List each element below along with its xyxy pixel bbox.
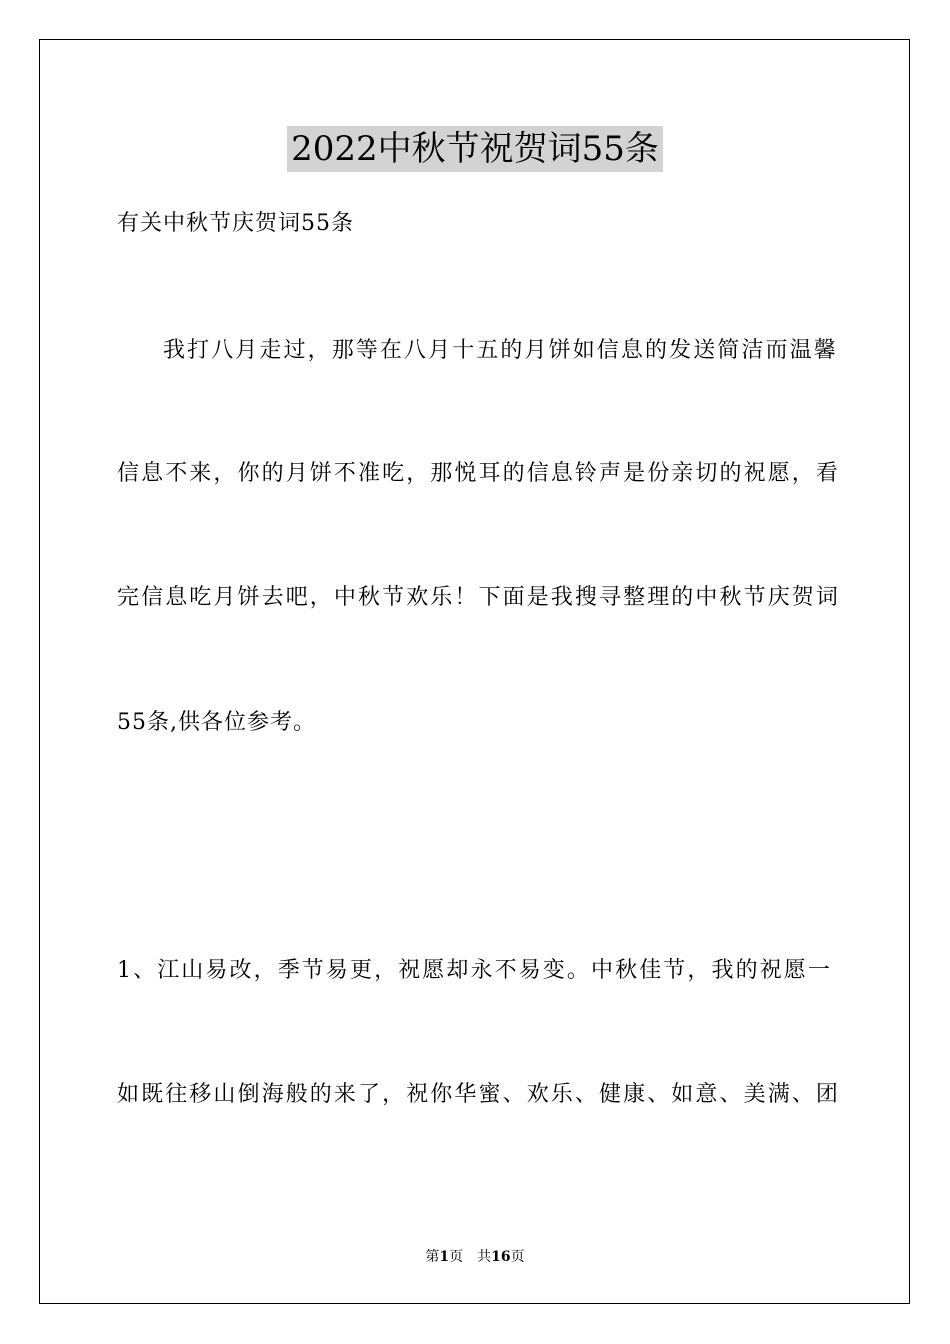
- title-container: [0, 126, 950, 172]
- footer-page-current: 1: [439, 1249, 450, 1265]
- list-item-line-2: 如既往移山倒海般的来了，祝你华蜜、欢乐、健康、如意、美满、团: [117, 1082, 841, 1107]
- footer-page-suffix: 页: [510, 1249, 525, 1265]
- paragraph-line-4: 55条,供各位参考。: [117, 710, 316, 735]
- footer-page-total: 16: [491, 1249, 511, 1265]
- paragraph-line-2: 信息不来，你的月饼不准吃，那悦耳的信息铃声是份亲切的祝愿，看: [117, 461, 841, 486]
- paragraph-line-1: 我打八月走过，那等在八月十五的月饼如信息的发送简洁而温馨: [163, 338, 838, 363]
- list-item-line-1: 1、江山易改，季节易更，祝愿却永不易变。中秋佳节，我的祝愿一: [117, 958, 832, 983]
- document-title: 2022中秋节祝贺词55条: [287, 126, 663, 172]
- footer-page-prefix: 第: [425, 1249, 440, 1265]
- document-subtitle: 有关中秋节庆贺词55条: [117, 211, 354, 236]
- footer-page-mid: 页 共: [449, 1249, 492, 1265]
- page-footer: [0, 1247, 950, 1267]
- paragraph-line-3: 完信息吃月饼去吧，中秋节欢乐！下面是我搜寻整理的中秋节庆贺词: [117, 585, 841, 610]
